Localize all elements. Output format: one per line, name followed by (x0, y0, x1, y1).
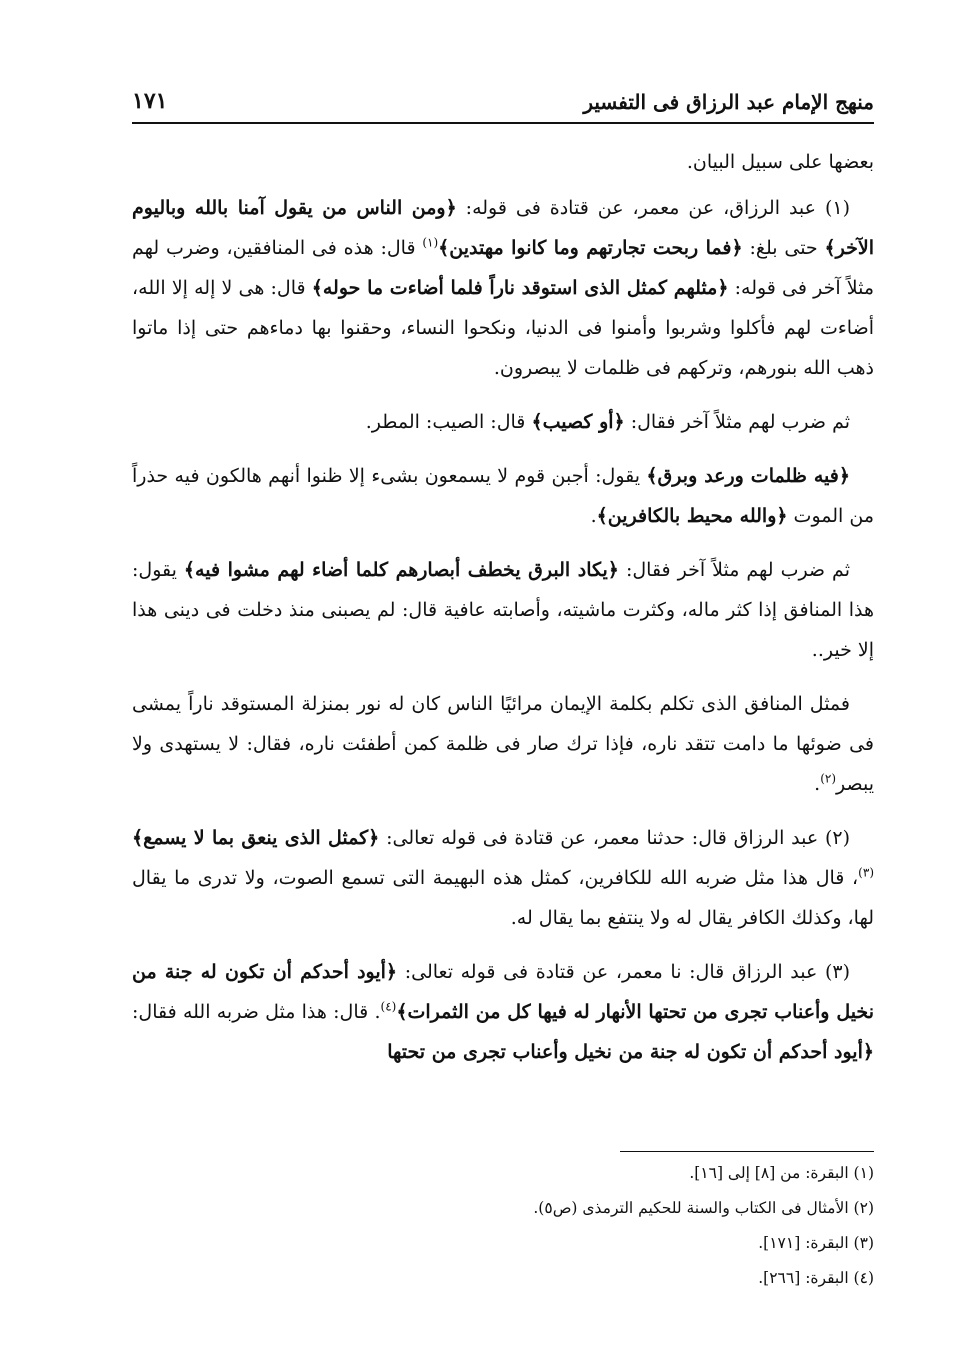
text-run: (١) عبد الرزاق، عن معمر، عن قتادة فى قوله: (456, 197, 850, 219)
quran-quote: ﴿والله محيط بالكافرين﴾ (596, 505, 788, 527)
running-header (132, 84, 874, 124)
footnote-1: (١) البقرة: من [٨] إلى [١٦]. (689, 1164, 874, 1182)
quran-quote: ﴿أو كصيب﴾ (531, 411, 625, 433)
footnote-separator (620, 1151, 874, 1152)
text-run: قال: هى لا إله إلا الله، أضاءت لهم فأكلوا وشربوا وأمنوا فى الدنيا، ونكحوا النساء، وحقنوا بها دماءهم حتى إذا ماتوا ذهب الله بنورهم، وتركهم فى ظلمات لا يبصرون. (132, 277, 874, 379)
paragraph (132, 142, 874, 182)
footnote-reference: (٤) (380, 999, 397, 1014)
text-run: (٢) عبد الرزاق قال: حدثنا معمر، عن قتادة فى قوله تعالى: (379, 827, 851, 849)
paragraph (132, 818, 874, 938)
quran-quote: ﴿فيه ظلمات ورعد وبرق﴾ (646, 465, 850, 487)
footnote-reference: (١) (422, 235, 439, 250)
quran-quote: ﴿كمثل الذى ينعق بما لا يسمع﴾ (132, 827, 380, 849)
quran-quote: ﴿يكاد البرق يخطف أبصارهم كلما أضاء لهم مشوا فيه﴾ (183, 559, 619, 581)
text-run: (٣) عبد الرزاق قال: نا معمر، عن قتادة فى قوله تعالى: (397, 961, 850, 983)
quran-quote: ﴿أيود أحدكم أن تكون له جنة من نخيل وأعناب تجرى من تحتها الأنهار له فيها كل من الثمرات﴾ (132, 961, 874, 1023)
text-run: ، قال هذا مثل ضربه الله للكافرين، كمثل هذه البهيمة التى تسمع الصوت، ولا تدرى ما يقال لها، وكذلك الكافر يقال له ولا ينتفع بما يقال له. (132, 867, 874, 929)
quran-quote: ﴿مثلهم كمثل الذى استوقد ناراً فلما أضاءت ما حوله﴾ (311, 277, 729, 299)
text-run: فمثل المنافق الذى تكلم بكلمة الإيمان مرائيًا الناس كان له نور بمنزلة المستوقد ناراً يمشى فى ضوئها ما دامت تتقد ناره، فإذا ترك صار فى ظلمة كمن أطفئت ناره، فقال: لا يستهدى ولا يبصر (132, 693, 874, 795)
text-run: يقول: أجبن قوم لا يسمعون بشىء إلا ظنوا أنهم هالكون فيه حذراً من الموت (132, 465, 874, 527)
footnote-reference: (٣) (858, 865, 874, 880)
paragraph (132, 550, 874, 670)
text-run: . قال: هذا مثل ضربه الله فقال: (132, 1001, 381, 1023)
quran-quote: ﴿ومن الناس من يقول آمنا بالله وباليوم الآخر﴾ (132, 197, 874, 259)
paragraph (132, 456, 874, 536)
text-run: . (590, 505, 597, 527)
text-run: قال: هذه فى المنافقين، وضرب لهم مثلاً آخر فى قوله: (132, 237, 874, 299)
paragraph (132, 952, 874, 1072)
page-number: ١٧١ (132, 88, 168, 114)
quran-quote: ﴿فما ربحت تجارتهم وما كانوا مهتدين﴾ (438, 237, 743, 259)
footnote-3: (٣) البقرة: [١٧١]. (758, 1234, 874, 1252)
paragraph (132, 402, 874, 442)
quran-quote: ﴿أيود أحدكم أن تكون له جنة من نخيل وأعناب تجرى من تحتها (387, 1041, 874, 1063)
header-title: منهج الإمام عبد الرزاق فى التفسير (583, 90, 874, 114)
text-run: ثم ضرب لهم مثلاً آخر فقال: (618, 559, 850, 581)
text-run: . (814, 773, 821, 795)
body-text (132, 142, 874, 1086)
paragraph (132, 684, 874, 804)
footnotes (300, 1156, 874, 1296)
text-run: ثم ضرب لهم مثلاً آخر فقال: (624, 411, 850, 433)
footnote-reference: (٢) (820, 771, 837, 786)
header-rule (132, 122, 874, 124)
paragraph (132, 188, 874, 388)
footnote-4: (٤) البقرة: [٢٦٦]. (758, 1269, 874, 1287)
footnote-2: (٢) الأمثال فى الكتاب والسنة للحكيم الترمذى (ص٥). (533, 1199, 874, 1217)
text-run: يقول: هذا المنافق إذا كثر ماله، وكثرت ماشيته، وأصابته عافية قال: لم يصبنى منذ دخلت فى دينى هذا إلا خير.. (132, 559, 874, 661)
text-run: قال: الصيب: المطر. (365, 411, 532, 433)
text-run: حتى بلغ: (742, 237, 825, 259)
text-run: بعضها على سبيل البيان. (686, 151, 874, 173)
